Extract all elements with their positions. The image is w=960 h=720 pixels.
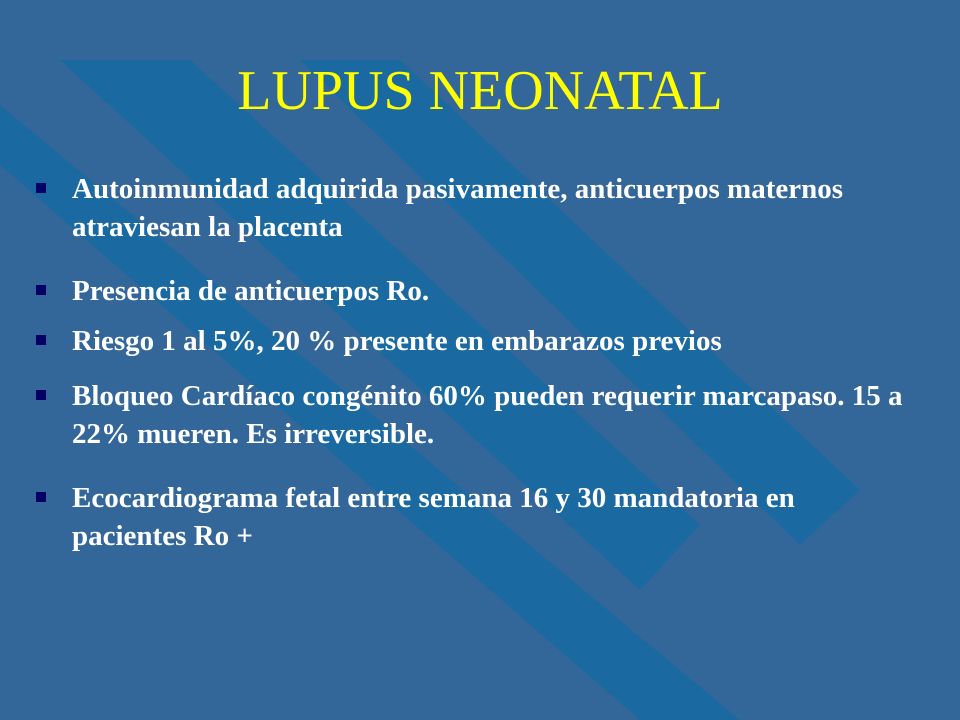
bullet-item (36, 479, 916, 555)
bullet-text: Bloqueo Cardíaco congénito 60% pueden requerir marcapaso. 15 a 22% mueren. Es irreversible. (72, 380, 903, 450)
bullet-item (36, 322, 916, 360)
bullet-item (36, 377, 916, 453)
bullet-item (36, 170, 916, 246)
square-bullet-icon (36, 390, 46, 400)
slide-title: LUPUS NEONATAL (237, 60, 723, 122)
bullet-text: Presencia de anticuerpos Ro. (72, 275, 430, 307)
square-bullet-icon (36, 492, 46, 502)
bullet-text: Ecocardiograma fetal entre semana 16 y 30 mandatoria en pacientes Ro + (72, 482, 795, 552)
square-bullet-icon (36, 335, 46, 345)
bullet-item (36, 272, 916, 310)
square-bullet-icon (36, 285, 46, 295)
bullet-text: Riesgo 1 al 5%, 20 % presente en embarazos previos (72, 325, 722, 357)
square-bullet-icon (36, 183, 46, 193)
bullet-text: Autoinmunidad adquirida pasivamente, anticuerpos maternos atraviesan la placenta (72, 173, 844, 243)
